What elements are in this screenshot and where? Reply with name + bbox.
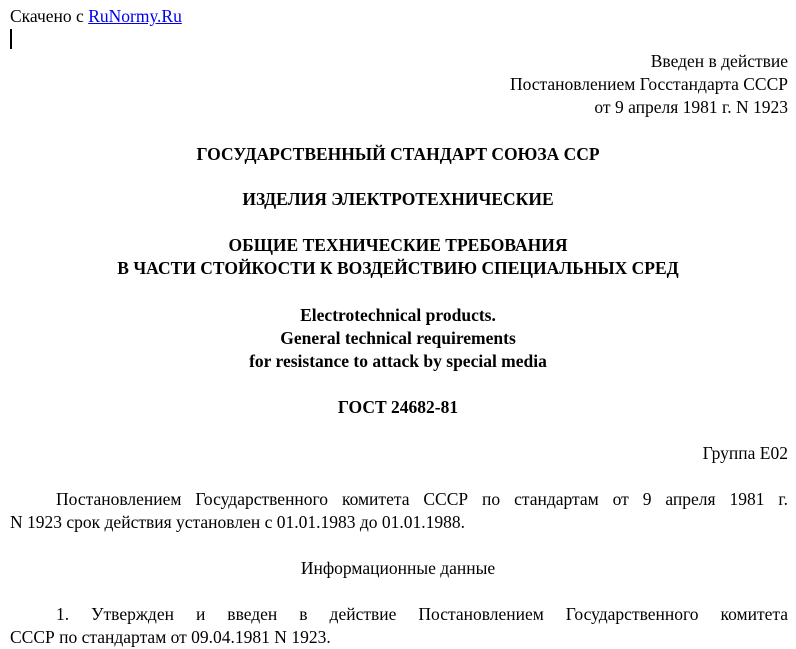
approval-paragraph: [10, 603, 788, 649]
gost-number-text: ГОСТ 24682-81: [337, 397, 459, 417]
source-line: [10, 5, 182, 28]
validity-line-1: Постановлением Государственного комитета СССР по стандартам от 9 апреля 1981 г.: [56, 489, 788, 509]
validity-line-2: N 1923 срок действия установлен с 01.01.1983 до 01.01.1988.: [10, 512, 465, 532]
approval-line-1: 1. Утвержден и введен в действие Постановлением Государственного комитета: [56, 604, 788, 624]
requirements-line-2: В ЧАСТИ СТОЙКОСТИ К ВОЗДЕЙСТВИЮ СПЕЦИАЛЬНЫХ СРЕД: [117, 258, 679, 278]
state-standard-text: ГОСУДАРСТВЕННЫЙ СТАНДАРТ СОЮЗА ССР: [196, 144, 600, 164]
enactment-line-1: Введен в действие: [650, 51, 788, 71]
approval-line-2: СССР по стандартам от 09.04.1981 N 1923.: [10, 627, 331, 647]
source-prefix: Скачено с: [10, 6, 89, 26]
requirements-heading: [0, 234, 796, 280]
requirements-line-1: ОБЩИЕ ТЕХНИЧЕСКИЕ ТРЕБОВАНИЯ: [228, 235, 568, 255]
state-standard-heading: [0, 143, 796, 166]
group-code: Группа Е02: [702, 443, 788, 463]
enactment-line-2: Постановлением Госстандарта СССР: [509, 74, 788, 94]
product-text: ИЗДЕЛИЯ ЭЛЕКТРОТЕХНИЧЕСКИЕ: [242, 189, 554, 209]
english-title: [0, 304, 796, 373]
gost-number: [0, 396, 796, 419]
english-title-line-3: for resistance to attack by special media: [249, 351, 547, 371]
english-title-line-1: Electrotechnical products.: [300, 305, 496, 325]
english-title-line-2: General technical requirements: [280, 328, 516, 348]
validity-paragraph: [10, 488, 788, 534]
product-heading: [0, 188, 796, 211]
enactment-line-3: от 9 апреля 1981 г. N 1923: [594, 97, 788, 117]
source-link[interactable]: RuNormy.Ru: [88, 6, 182, 26]
info-heading: Информационные данные: [300, 558, 496, 578]
text-cursor: [10, 29, 12, 49]
enactment-block: [510, 50, 788, 119]
